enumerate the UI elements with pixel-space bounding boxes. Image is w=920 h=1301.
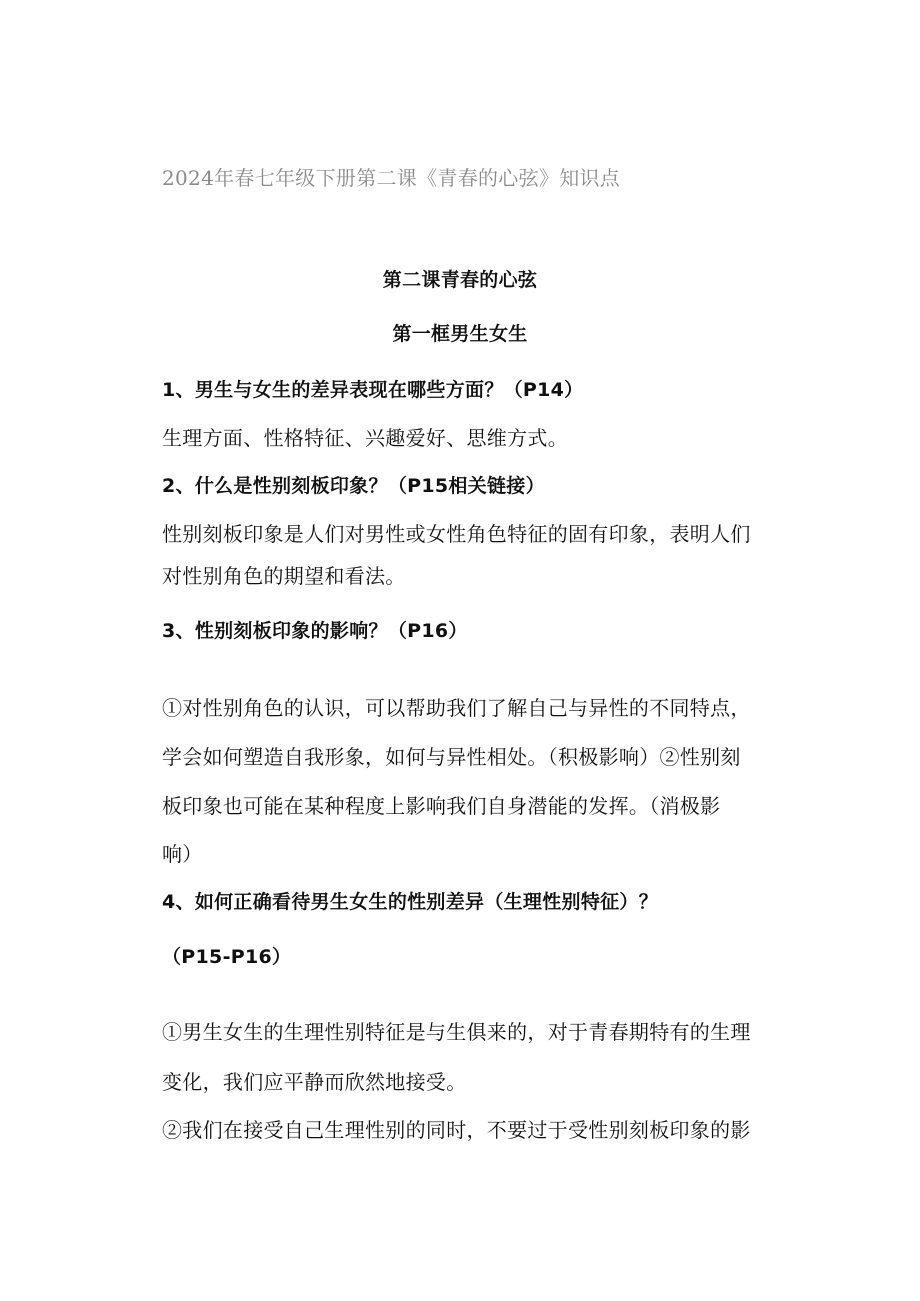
question-2-answer-line-1: 性别刻板印象是人们对男性或女性角色特征的固有印象，表明人们 [162, 522, 751, 546]
document-title: 2024年春七年级下册第二课《青春的心弦》知识点 [162, 166, 621, 190]
section-title: 第一框男生女生 [392, 323, 528, 345]
question-3-answer-line-1: ①对性别角色的认识，可以帮助我们了解自己与异性的不同特点， [162, 696, 751, 720]
question-4-answer-line-1: ①男生女生的生理性别特征是与生俱来的，对于青春期特有的生理 [162, 1020, 751, 1044]
question-2-answer-line-2: 对性别角色的期望和看法。 [162, 564, 406, 588]
question-3-answer-line-3: 板印象也可能在某种程度上影响我们自身潜能的发挥。（消极影 [162, 794, 721, 818]
question-1-heading: 1、男生与女生的差异表现在哪些方面？（P14） [162, 379, 584, 401]
lesson-title: 第二课青春的心弦 [382, 269, 538, 291]
question-1-answer: 生理方面、性格特征、兴趣爱好、思维方式。 [162, 426, 568, 450]
question-4-heading: 4、如何正确看待男生女生的性别差异（生理性别特征）？ [162, 891, 659, 913]
question-4-heading-continued: （P15-P16） [162, 946, 292, 968]
question-3-answer-line-4: 响） [162, 842, 203, 866]
question-4-answer-line-3: ②我们在接受自己生理性别的同时，不要过于受性别刻板印象的影 [162, 1118, 751, 1142]
question-3-answer-line-2: 学会如何塑造自我形象，如何与异性相处。（积极影响）②性别刻 [162, 745, 741, 769]
question-3-heading: 3、性别刻板印象的影响？（P16） [162, 620, 468, 642]
question-4-answer-line-2: 变化，我们应平静而欣然地接受。 [162, 1070, 467, 1094]
question-2-heading: 2、什么是性别刻板印象？（P15相关链接） [162, 475, 545, 497]
